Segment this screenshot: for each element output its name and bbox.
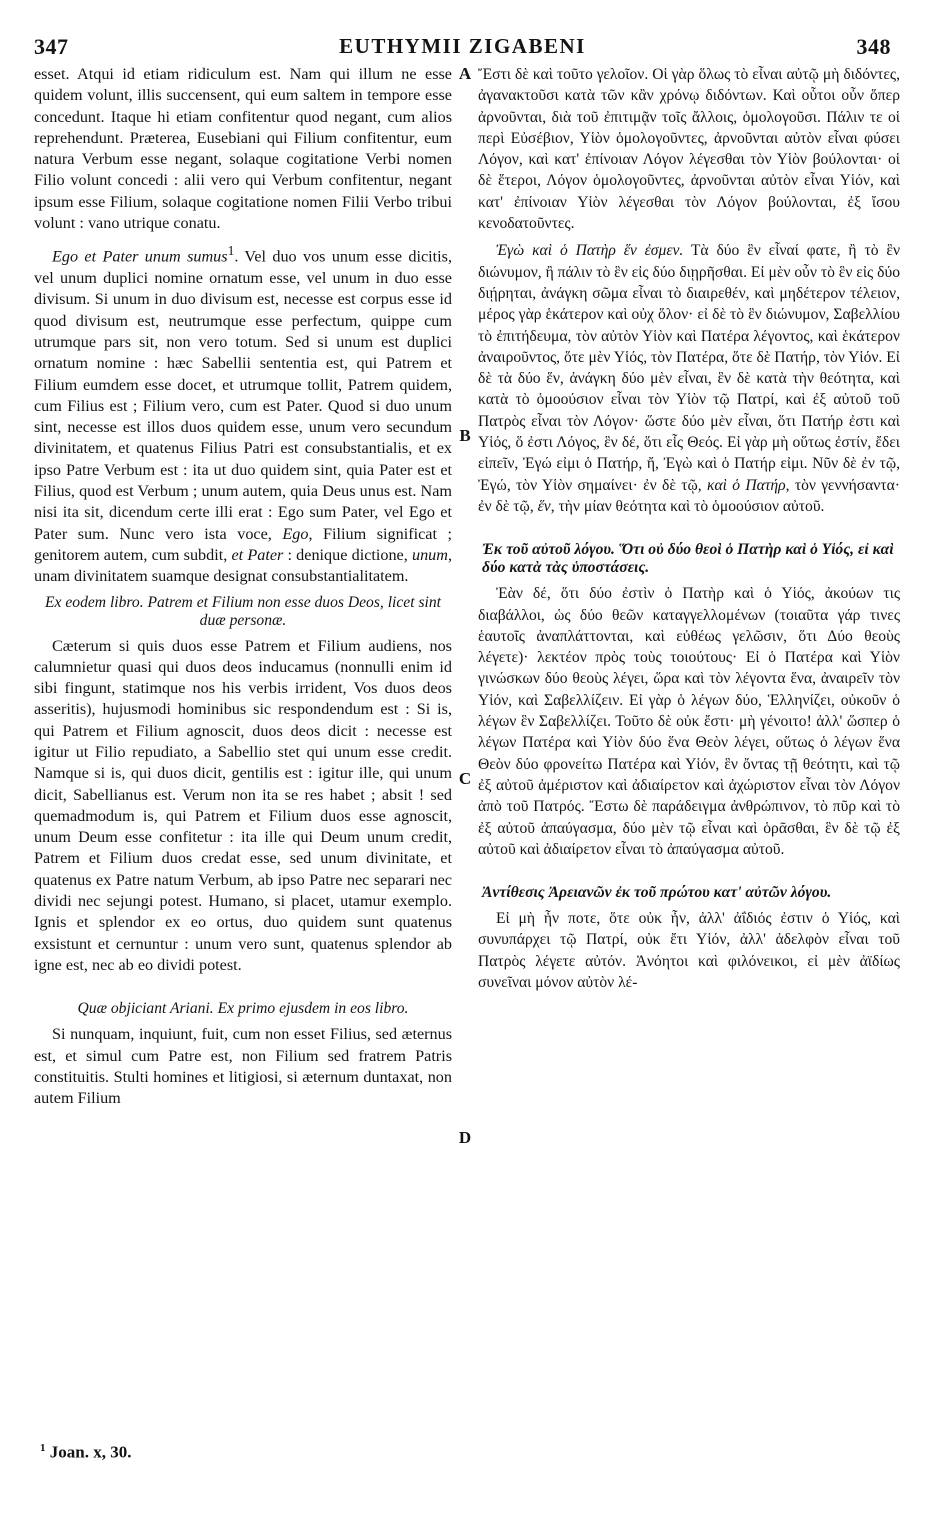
margin-markers <box>455 64 475 1264</box>
latin-paragraph: esset. Atqui id etiam ridiculum est. Nam qui illum ne esse quidem volunt, illis succensent, qui eum saltem in tempore esse concedunt. Itaque hi etiam confitentur quod negant, cum alios reprehendunt. Præterea, Eusebiani qui Filium confitentur, eum natura Verbum esse negant, solaque cogitatione Verbi nomen Filio volunt concedi : alii vero qui Verbum confitentur, negant ipsum esse Filium, solaque cogitatione nomen Filii Verbo tribui volunt : vano utrique conatu. <box>34 65 452 233</box>
latin-paragraph: Ego et Pater unum sumus$^1$. Vel duo vos unum esse dicitis, vel unum duplici nomine ornatum esse, vel unum in duo esse divisum. Si unum in duo divisum est, necesse est corpus esse id quod divisum est, neutrumque esse perfectum, quippe cum utrumque pars sit, non vero totum. Sed si unum est duplici ornatum nomine : hæc Sabellii sententia est, qui Patrem et Filium eumdem esse docet, et utrumque tollit, Patrem quidem, cum Filius est ; Filium vero, cum est Pater. Quod si duo unum sint, necesse est illos duos quidem esse, unum vero secundum divinitatem, et quatenus Filius Patri est consubstantialis, et ex ipso Patre Verbum est : ita ut duo quidem sint, quia Pater est et Filius, quod est Verbum ; unum autem, quia Deus unus est. Nam nisi ita sit, dicendum certe illi erat : Ego sum Pater, vel Ego et Pater sum. Nunc vero ista voce, Ego, Filium significat ; genitorem autem, cum subdit, et Pater : denique dictione, unum, unam divinitatem suamque designat consubstantialitatem. <box>34 243 453 586</box>
greek-column <box>478 64 900 993</box>
margin-marker: B <box>459 426 471 445</box>
latin-paragraph: Cæterum si quis duos esse Patrem et Filium audiens, nos calumnietur quasi qui duos deos inducamus (nonnulli enim id sibi fingunt, statimque nos his verbis irrident, Vos duos deos asseritis), hujusmodi hominibus sic respondendum est : Si is, qui Patrem et Filium agnoscit, duos deos dicit : necesse est igitur ut Filio repudiato, a Sabellio stet qui unum esse credit. Namque si is, qui duos dicit, gentilis est : igitur ille, qui unum dicit, Sabellianus est. Verum non ita se res habet ; absit ! sed quemadmodum is, qui Patrem et Filium duos esse agnoscit, unum Deum esse confitetur : ita ille qui Deum unum credit, Patrem et Filium duos credat esse, sed unum divinitate, et quatenus ex Patre natum Verbum, ab ipso Patre nec separari nec dividi nec sejungi potest. Humano, si placet, utamur exemplo. Ignis et splendor ex eo ortus, duo quidem sunt quatenus exsistunt et cernuntur : unum vero sunt, quatenus splendor ab igne est, nec ab eo dividi potest. <box>34 636 452 974</box>
footnote-ref: 1 <box>227 243 235 259</box>
greek-paragraph: Εἰ μὴ ἦν ποτε, ὅτε οὐκ ἦν, ἀλλ' ἀΐδιός ἐστιν ὁ Υἱός, καὶ συνυπάρχει τῷ Πατρί, οὐκ ἔτι Υἱόν, ἀλλ' ἀδελφὸν εἶναι τοῦ Πατρὸς λέγετε αὐτόν. Ἀνόητοι καὶ φιλόνεικοι, εἰ μὲν ἀϊδίως συνεῖναι μόνον αὐτὸν λέ- <box>478 910 900 991</box>
scripture-quote: Ego et Pater unum sumus <box>52 247 228 266</box>
margin-marker: A <box>458 64 472 83</box>
right-page-number: 348 <box>856 34 891 59</box>
section-title: Ex eodem libro. Patrem et Filium non esse duos Deos, licet sint duæ personæ. <box>45 593 441 629</box>
running-title: EUTHYMII ZIGABENI <box>339 34 586 58</box>
margin-marker: C <box>458 769 472 788</box>
margin-marker: D <box>458 1128 472 1147</box>
scripture-quote: Ἐγὼ καὶ ὁ Πατὴρ ἕν ἐσμεν. <box>496 242 684 260</box>
section-title: Ἐκ τοῦ αὐτοῦ λόγου. Ὅτι οὐ δύο θεοὶ ὁ Πατὴρ καὶ ὁ Υἱός, εἰ καὶ δύο κατὰ τὰς ὑποστάσεις. <box>482 541 894 577</box>
section-title: Ἀντίθεσις Ἀρειανῶν ἐκ τοῦ πρώτου κατ' αὐτῶν λόγου. <box>482 884 832 902</box>
footnote <box>40 1442 131 1463</box>
running-header <box>34 34 891 62</box>
footnote-number: 1 <box>40 1442 46 1454</box>
greek-paragraph: Ἐὰν δέ, ὅτι δύο ἐστὶν ὁ Πατὴρ καὶ ὁ Υἱός, ἀκούων τις διαβάλλοι, ὡς δύο θεῶν καταγγελλομένων (τοιαῦτα γάρ τινες ἑαυτοῖς ἀναπλάττονται, καὶ εὐθέως γελῶσιν, ὅτι Δύο θεοὺς λέγετε)· λεκτέον πρὸς τοὺς τοιούτους· Εἰ ὁ Πατέρα καὶ Υἱὸν γινώσκων δύο θεοὺς λέγει, ὥρα καὶ τὸν λέγοντα ἕνα, ἀναιρεῖν τὸν Υἱόν, καὶ Σαβελλίζειν. Εἰ γὰρ ὁ λέγων δύο, Ἑλληνίζει, οὐκοῦν ὁ λέγων ἓν Σαβελλίζει. Τοῦτο δὲ οὐκ ἔστι· μὴ γένοιτο! ἀλλ' ὥσπερ ὁ λέγων Πατέρα καὶ Υἱὸν δύο ἕνα Θεὸν λέγει, οὕτως ὁ λέγων ἕνα Θεὸν δύο φρονείτω Πατέρα καὶ Υἱόν, ἓν ὄντας τῇ θεότητι, καὶ τῷ ἐξ αὐτοῦ ἀμέριστον καὶ ἀδιαίρετον καὶ ἀχώριστον εἶναι τὸν Λόγον ἀπὸ τοῦ Πατρός. Ἔστω δὲ παράδειγμα ἀνθρώπινον, τὸ πῦρ καὶ τὸ ἐξ αὐτοῦ ἀπαύγασμα, δύο μὲν τῷ εἶναι καὶ ὁρᾶσθαι, ἓν δὲ τῷ ἐξ αὐτοῦ καὶ ἀδιαίρετον εἶναι τὸ ἀπαύγασμα αὐτοῦ. <box>478 585 900 858</box>
latin-paragraph: Si nunquam, inquiunt, fuit, cum non esset Filius, sed æternus est, et simul cum Patre est, non Filium sed fratrem Patris constituitis. Stulti homines et litigiosi, si æternum duntaxat, non autem Filium <box>34 1025 452 1108</box>
latin-column <box>34 64 452 1109</box>
greek-paragraph: Ἔστι δὲ καὶ τοῦτο γελοῖον. Οἱ γὰρ ὅλως τὸ εἶναι αὐτῷ μὴ διδόντες, ἀγανακτοῦσι κατὰ τῶν κἂν χρόνῳ διδόντων. Καὶ οὗτοι οὖν ὅπερ ἀρνοῦνται, διὰ τοῦ ἐπιτιμᾷν τοῖς ἄλλοις, ὁμολογοῦσι. Πάλιν τε οἱ περὶ Εὐσέβιον, Υἱὸν ὁμολογοῦντες, ἀρνοῦνται αὐτὸν εἶναι φύσει Λόγον, καὶ κατ' ἐπίνοιαν Λόγον λέγεσθαι τὸν Υἱὸν βούλονται· οἱ δὲ ἕτεροι, Λόγον ὁμολογοῦντες, ἀρνοῦνται αὐτὸν εἶναι Υἱόν, καὶ κατ' ἐπίνοιαν Υἱὸν λέγεσθαι τὸν Λόγον βούλονται, ἐξ ἴσου κενοδατοῦντες. <box>478 66 900 233</box>
footnote-text: Joan. x, 30. <box>49 1442 132 1462</box>
section-title: Quæ objiciant Ariani. Ex primo ejusdem in eos libro. <box>77 1000 409 1018</box>
left-page-number: 347 <box>34 34 69 59</box>
greek-paragraph: Ἐγὼ καὶ ὁ Πατὴρ ἕν ἐσμεν. Τὰ δύο ἓν εἶναί φατε, ἢ τὸ ἓν διώνυμον, ἢ πάλιν τὸ ἓν εἰς δύο διῃρῆσθαι. Εἰ μὲν οὖν τὸ ἓν εἰς δύο διῄρηται, ἀνάγκη σῶμα εἶναι τὸ διαιρεθέν, καὶ μηδέτερον τέλειον, μέρος γὰρ ἑκάτερον καὶ οὐχ ὅλον· εἰ δὲ τὸ ἓν διώνυμον, Σαβελλίου τὸ ἐπιτήδευμα, τὸν αὐτὸν Υἱὸν καὶ Πατέρα λέγοντος, καὶ ἑκάτερον ἀναιροῦντος, ὅτε μὲν Υἱός, τὸν Πατέρα, ὅτε δὲ Πατήρ, τὸν Υἱόν. Εἰ δὲ τὰ δύο ἕν, ἀνάγκη δύο μὲν εἶναι, ἓν δὲ κατὰ τὴν θεότητα, καὶ κατὰ τὸ ὁμοούσιον εἶναι τὸν Υἱὸν τῷ Πατρί, καὶ ἐξ αὐτοῦ τοῦ Πατρὸς εἶναι τὸν Λόγον· ὥστε δύο μὲν εἶναι, ὅτι Πατήρ ἐστι καὶ Υἱός, ὅ ἐστι Λόγος, ἓν δέ, ὅτι εἷς Θεός. Εἰ γὰρ μὴ οὕτως ἐστίν, ἔδει εἰπεῖν, Ἐγώ εἰμι ὁ Πατήρ, ἤ, Ἐγὼ καὶ ὁ Πατήρ εἰμι. Νῦν δὲ ἐν τῷ, Ἐγώ, τὸν Υἱὸν σημαίνει· ἐν δὲ τῷ, καὶ ὁ Πατήρ, τὸν γεννήσαντα· ἐν δὲ τῷ, ἕν, τὴν μίαν θεότητα καὶ τὸ ὁμοούσιον αὐτοῦ. <box>478 242 900 515</box>
